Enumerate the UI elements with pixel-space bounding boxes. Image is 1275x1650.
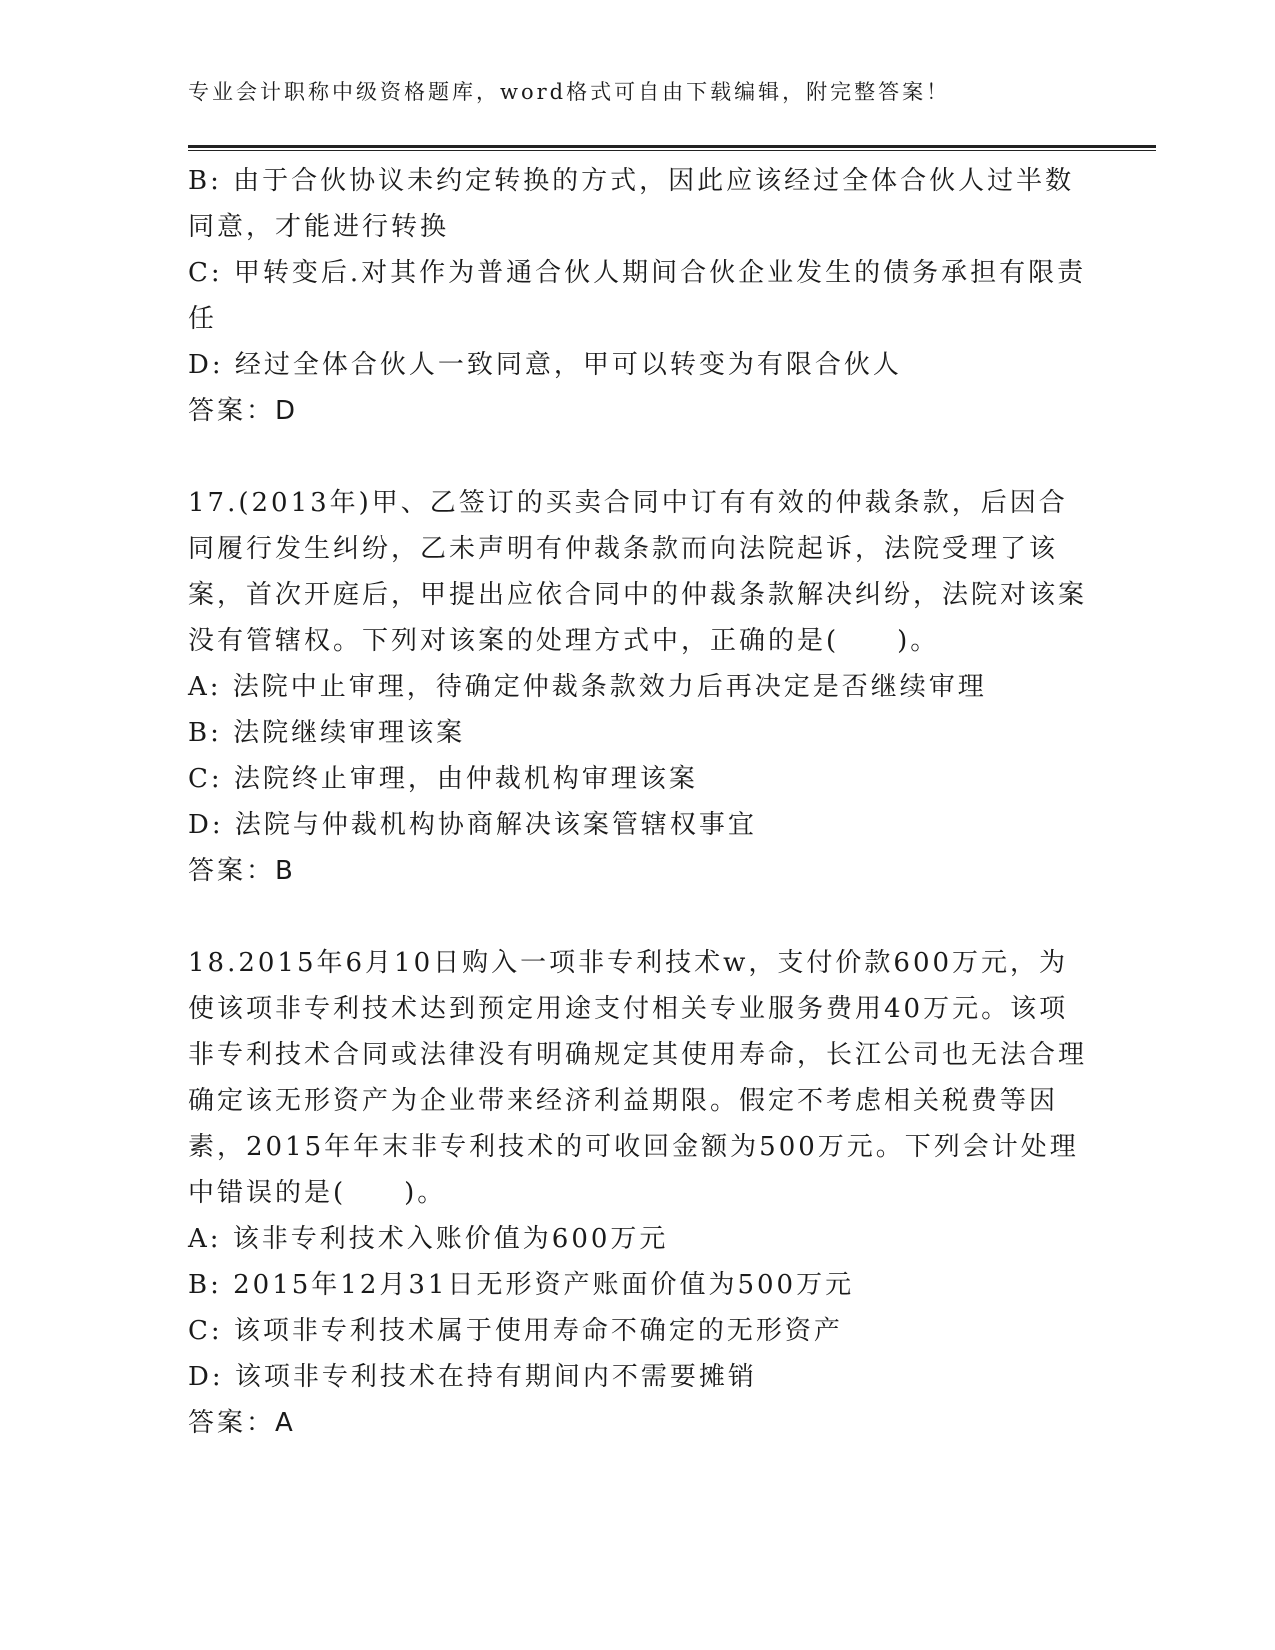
option-d: D: 该项非专利技术在持有期间内不需要摊销 [188, 1362, 757, 1392]
option-c: C: 该项非专利技术属于使用寿命不确定的无形资产 [188, 1316, 843, 1346]
question-stem: 17.(2013年)甲、乙签订的买卖合同中订有有效的仲裁条款，后因合同履行发生纠纷，乙未声明有仲裁条款而向法院起诉，法院受理了该案，首次开庭后，甲提出应依合同中的仲裁条款解决纠纷，法院对该案没有管辖权。下列对该案的处理方式中，正确的是( )。 [188, 488, 1088, 656]
option-a: A: 该非专利技术入账价值为600万元 [188, 1224, 669, 1254]
option-b: B: 2015年12月31日无形资产账面价值为500万元 [188, 1270, 855, 1300]
header-rule-thick [188, 145, 1156, 148]
option-d: D: 经过全体合伙人一致同意，甲可以转变为有限合伙人 [188, 350, 902, 380]
option-d: D: 法院与仲裁机构协商解决该案管辖权事宜 [188, 810, 757, 840]
option-b: B: 法院继续审理该案 [188, 718, 466, 748]
option-a: A: 法院中止审理，待确定仲裁条款效力后再决定是否继续审理 [188, 672, 987, 702]
option-c: C: 法院终止审理，由仲裁机构审理该案 [188, 764, 698, 794]
answer: 答案：B [188, 856, 296, 886]
answer: 答案：A [188, 1408, 296, 1438]
question-18 [188, 940, 1088, 1446]
spacer [188, 434, 1088, 480]
answer: 答案：D [188, 396, 299, 426]
document-body [188, 158, 1088, 1446]
page-header: 专业会计职称中级资格题库，word格式可自由下载编辑，附完整答案！ [188, 80, 951, 104]
question-16 [188, 158, 1088, 434]
question-17 [188, 480, 1088, 894]
option-c: C: 甲转变后.对其作为普通合伙人期间合伙企业发生的债务承担有限责任 [188, 258, 1087, 334]
question-stem: 18.2015年6月10日购入一项非专利技术w，支付价款600万元，为使该项非专利技术达到预定用途支付相关专业服务费用40万元。该项非专利技术合同或法律没有明确规定其使用寿命，长江公司也无法合理确定该无形资产为企业带来经济利益期限。假定不考虑相关税费等因素，2015年年末非专利技术的可收回金额为500万元。下列会计处理中错误的是( )。 [188, 948, 1088, 1208]
header-rule-thin [188, 150, 1156, 151]
option-b: B: 由于合伙协议未约定转换的方式，因此应该经过全体合伙人过半数同意，才能进行转换 [188, 166, 1075, 242]
spacer [188, 894, 1088, 940]
